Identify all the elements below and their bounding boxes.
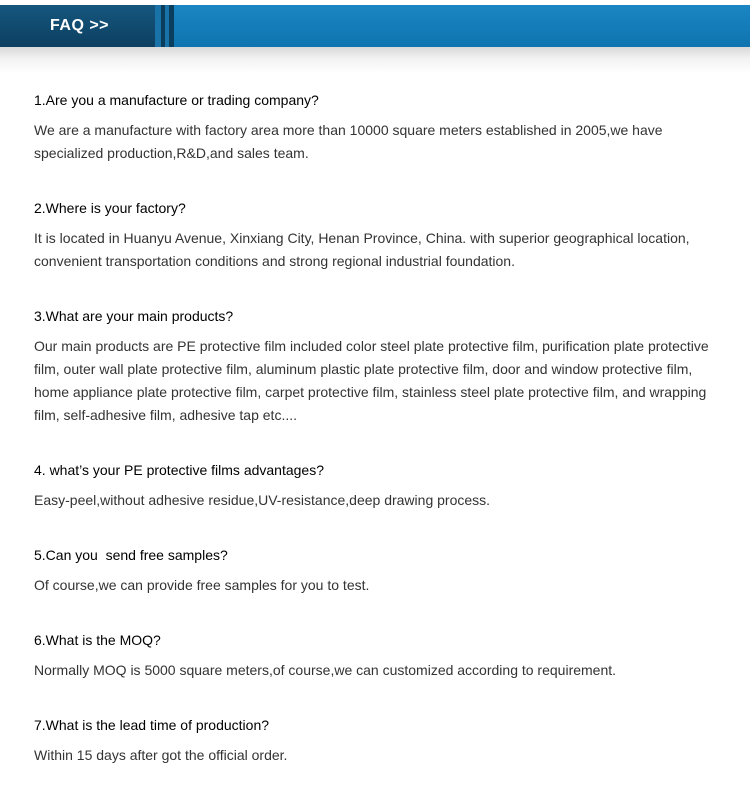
faq-item xyxy=(34,629,724,682)
faq-answer: We are a manufacture with factory area more than 10000 square meters established in 2005,we have specialized production,R&D,and sales team. xyxy=(34,122,663,161)
faq-answer: Within 15 days after got the official order. xyxy=(34,747,288,763)
faq-answer: It is located in Huanyu Avenue, Xinxiang City, Henan Province, China. with superior geographical location, convenient transportation conditions and strong regional industrial foundation. xyxy=(34,230,690,269)
faq-item xyxy=(34,305,724,427)
faq-question: 7.What is the lead time of production? xyxy=(34,717,270,733)
faq-question: 3.What are your main products? xyxy=(34,308,234,324)
faq-question: 4. what’s your PE protective films advantages? xyxy=(34,462,325,478)
banner-shadow xyxy=(0,47,750,73)
faq-list xyxy=(34,89,724,767)
faq-item xyxy=(34,544,724,597)
faq-answer: Of course,we can provide free samples for you to test. xyxy=(34,577,370,593)
faq-answer: Normally MOQ is 5000 square meters,of course,we can customized according to requirement. xyxy=(34,662,617,678)
faq-question: 5.Can you send free samples? xyxy=(34,547,228,563)
faq-answer: Easy-peel,without adhesive residue,UV-resistance,deep drawing process. xyxy=(34,492,491,508)
faq-question: 1.Are you a manufacture or trading company? xyxy=(34,92,319,108)
faq-item xyxy=(34,714,724,767)
faq-banner xyxy=(0,5,750,47)
faq-item xyxy=(34,197,724,273)
faq-question: 6.What is the MOQ? xyxy=(34,632,161,648)
page-title: FAQ >> xyxy=(50,17,110,34)
banner-stripe xyxy=(169,5,174,47)
faq-answer: Our main products are PE protective film included color steel plate protective film, purification plate protective film, outer wall plate protective film, aluminum plastic plate protective film, door and window protective film, home appliance plate protective film, carpet protective film, stainless steel plate protective film, and wrapping film, self-adhesive film, adhesive tap etc.... xyxy=(34,338,709,423)
faq-question: 2.Where is your factory? xyxy=(34,200,186,216)
faq-item xyxy=(34,459,724,512)
faq-item xyxy=(34,89,724,165)
